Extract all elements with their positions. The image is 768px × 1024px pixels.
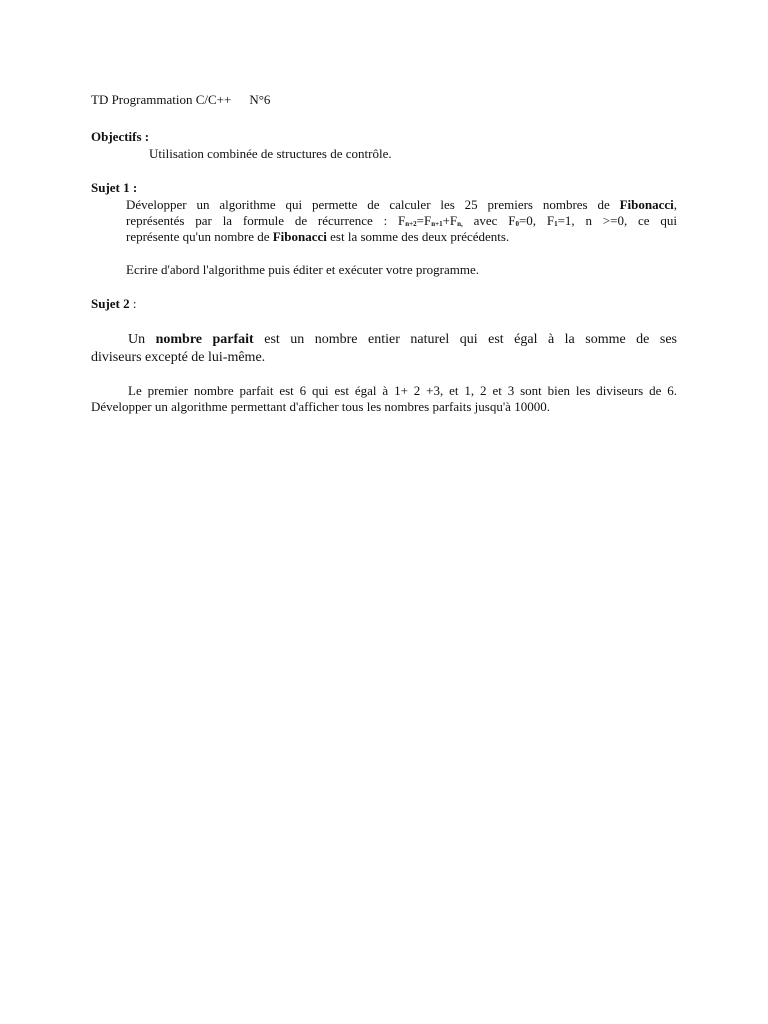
fibonacci-term: Fibonacci [272,229,327,244]
sujet1-line-3: représente qu'un nombre de Fibonacci est la somme des deux précédents. [126,229,510,244]
sujet1-line-1: Développer un algorithme qui permette de calculer les 25 premiers nombres de Fibonacci, [126,197,677,212]
sujet2-heading: Sujet 2 : [91,296,137,311]
sujet2-p1-line-1: Un nombre parfait est un nombre entier naturel qui est égal à la somme de ses [128,332,677,347]
document-title: TD Programmation C/C++ [91,92,232,107]
objectifs-heading: Objectifs : [91,129,150,144]
sujet2-paragraph-2 [91,383,677,415]
sujet1-line-2: représentés par la formule de récurrence : $F_{n+2}=F_{n+1}+F_{n,}$ avec $F_0=0$, $F_1=1$, n >=0, ce qui [126,213,677,228]
sujet2-p2-line-2: Développer un algorithme permettant d'afficher tous les nombres parfaits jusqu'à 10000. [91,399,550,414]
sujet2-paragraph-1 [91,331,677,367]
sujet1-paragraph [126,197,677,245]
sujet1-heading: Sujet 1 : [91,180,138,195]
fibonacci-term: Fibonacci [619,197,674,212]
document-header [91,92,677,108]
sujet1-instruction: Ecrire d'abord l'algorithme puis éditer et exécuter votre programme. [126,262,480,277]
document-number: N°6 [249,92,271,107]
sujet2-p2-line-1: Le premier nombre parfait est 6 qui est égal à 1+ 2 +3, et 1, 2 et 3 sont bien les diviseurs de 6. [128,383,677,398]
sujet2-p1-line-2: diviseurs excepté de lui-même. [91,350,266,365]
nombre-parfait-term: nombre parfait [155,332,254,347]
objectifs-text: Utilisation combinée de structures de contrôle. [149,146,392,161]
